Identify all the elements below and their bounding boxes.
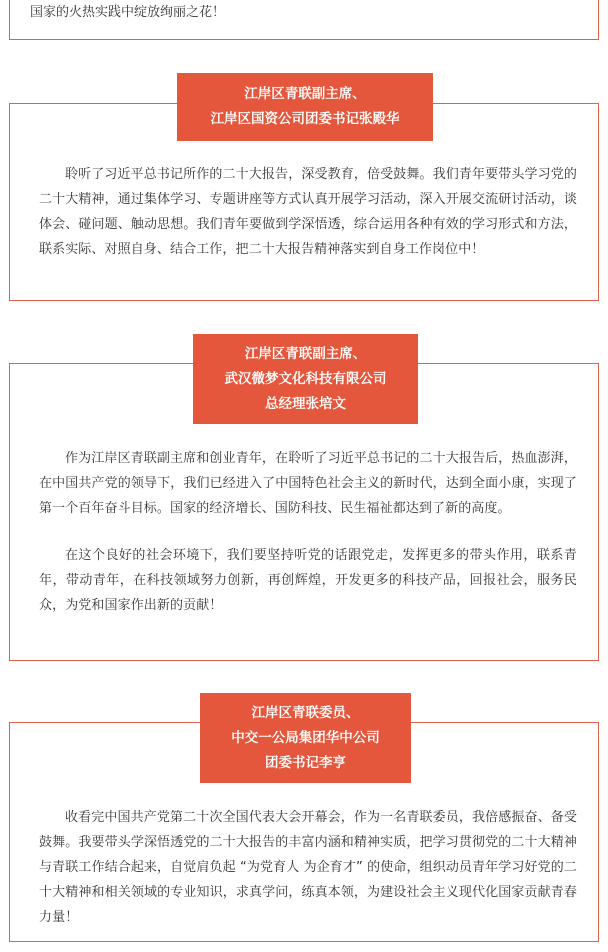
section-title-line: 江岸区青联委员、 xyxy=(251,704,360,721)
section-body xyxy=(39,805,577,952)
section-body xyxy=(39,446,577,640)
previous-section-card xyxy=(9,0,599,40)
section-paragraph: 聆听了习近平总书记所作的二十大报告，深受教育，倍受鼓舞。我们青年要带头学习党的二十大精神，通过集体学习、专题讲座等方式认真开展学习活动，深入开展交流研讨活动，谈体会、碰问题、触动思想。我们青年要做到学深悟透，综合运用各种有效的学习形式和方法，联系实际、对照自身、结合工作，把二十大报告精神落实到自身工作岗位中！ xyxy=(39,167,577,257)
section-title-line: 中交一公局集团华中公司 xyxy=(231,729,380,746)
section-title-line: 江岸区国资公司团委书记张殿华 xyxy=(210,111,400,127)
previous-section-text: 国家的火热实践中绽放绚丽之花！ xyxy=(30,5,226,20)
section-paragraph: 作为江岸区青联副主席和创业青年，在聆听了习近平总书记的二十大报告后，热血澎湃，在中国共产党的领导下，我们已经进入了中国特色社会主义的新时代，达到全面小康，实现了第一个百年奋斗目标。国家的经济增长、国防科技、民生福祉都达到了新的高度。 xyxy=(39,451,577,516)
section-title-line: 团委书记李亨 xyxy=(265,754,346,771)
section-title-box xyxy=(200,693,411,783)
section-title-line: 江岸区青联副主席、 xyxy=(244,86,366,102)
section-title-box xyxy=(193,334,418,424)
section-paragraph: 收看完中国共产党第二十次全国代表大会开幕会，作为一名青联委员，我倍感振奋、备受鼓舞。我要带头学深悟透党的二十大报告的丰富内涵和精神实质，把学习贯彻党的二十大精神与青联工作结合起来，自觉肩负起 “为党育人 为企育才” 的使命，组织动员青年学习好党的二十大精神和相关领域的专业知识，求真学问，练真本领，为建设社会主义现代化国家贡献青春力量！ xyxy=(39,810,577,925)
section-title-line: 江岸区青联副主席、 xyxy=(244,345,367,362)
section-title-line: 武汉微梦文化科技有限公司 xyxy=(224,370,387,387)
section-title-line: 总经理张培文 xyxy=(265,395,346,412)
section-title-box xyxy=(177,73,433,141)
section-paragraph: 在这个良好的社会环境下，我们要坚持听党的话跟党走，发挥更多的带头作用，联系青年，带动青年，在科技领域努力创新，再创辉煌，开发更多的科技产品，回报社会，服务民众，为党和国家作出新的贡献！ xyxy=(39,548,577,613)
section-body xyxy=(39,162,577,284)
